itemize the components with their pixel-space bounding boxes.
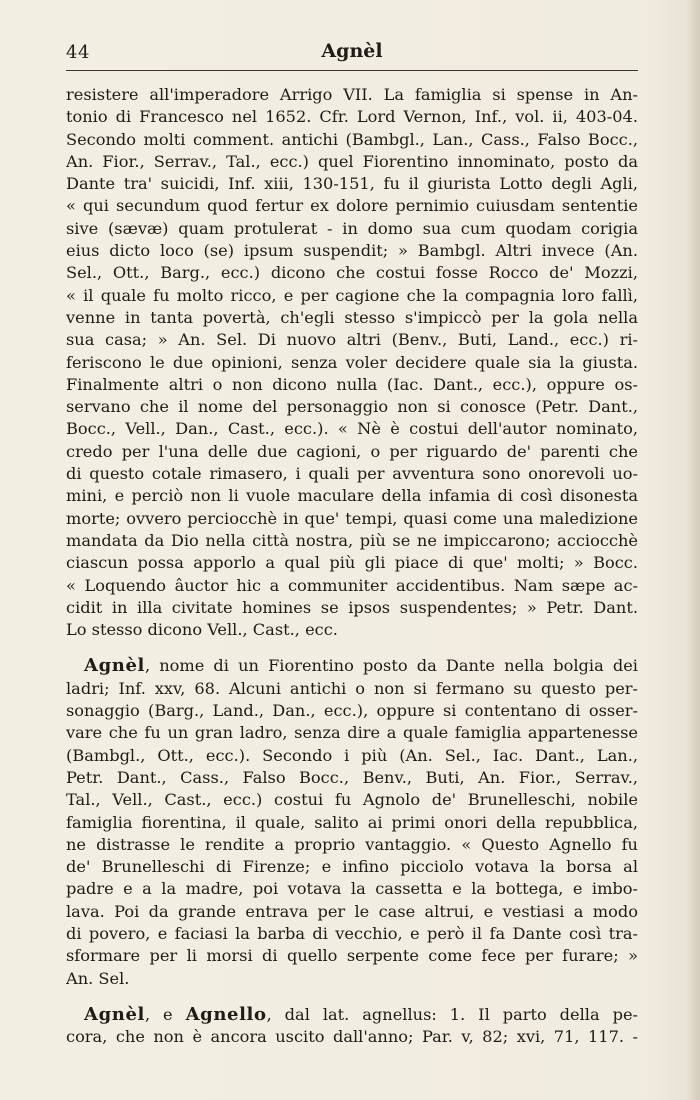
- entry-first-line: Agnèl, e Agnello, dal lat. agnellus: 1. Il parto della pe-: [84, 1003, 638, 1025]
- entry-headword: Agnèl: [84, 655, 145, 677]
- entry-headword-variant: Agnello: [185, 1003, 267, 1025]
- running-head: Agnèl: [321, 40, 383, 62]
- text-line: sive (sævæ) quam protulerat - in domo sua cum quodam corigia: [66, 218, 638, 238]
- text-line: « il quale fu molto ricco, e per cagione che la compagnia loro fallì,: [66, 285, 638, 305]
- text-line: ne distrasse le rendite a proprio vantaggio. « Questo Agnello fu: [66, 834, 638, 854]
- text-line: An. Sel.: [66, 968, 130, 988]
- text-line: sformare per li morsi di quello serpente come fece per furare; »: [66, 946, 638, 966]
- text-line: Secondo molti comment. antichi (Bambgl., Lan., Cass., Falso Bocc.,: [66, 129, 638, 149]
- text-line: Finalmente altri o non dicono nulla (Iac. Dant., ecc.), oppure os-: [66, 374, 638, 394]
- text-line: padre e a la madre, poi votava la cassetta e la bottega, e imbo-: [66, 879, 638, 899]
- text-line: vare che fu un gran ladro, senza dire a quale famiglia appartenesse: [66, 723, 638, 743]
- text-line: Lo stesso dicono Vell., Cast., ecc.: [66, 620, 338, 640]
- text-line: Dante tra' suicidi, Inf. xiii, 130-151, fu il giurista Lotto degli Agli,: [66, 174, 638, 194]
- text-line: morte; ovvero perciocchè in que' tempi, quasi come una maledizione: [66, 508, 638, 528]
- text-line: mandata da Dio nella città nostra, più se ne impiccarono; acciocchè: [66, 530, 638, 550]
- text-line: feriscono le due opinioni, senza voler decidere quale sia la giusta.: [66, 352, 638, 372]
- paragraph-gap: [66, 641, 638, 655]
- text-line: An. Fior., Serrav., Tal., ecc.) quel Fiorentino innominato, posto da: [66, 151, 638, 171]
- text-line: cora, che non è ancora uscito dall'anno; Par. v, 82; xvi, 71, 117. -: [66, 1027, 638, 1047]
- header-rule: [66, 70, 638, 71]
- text-line: cidit in illa civitate homines se ipsos suspendentes; » Petr. Dant.: [66, 597, 638, 617]
- text-line: lava. Poi da grande entrava per le case altrui, e vestiasi a modo: [66, 901, 638, 921]
- entry-headword: Agnèl: [84, 1003, 145, 1025]
- page-edge-shadow: [686, 0, 700, 1100]
- text-line: servano che il nome del personaggio non si conosce (Petr. Dant.,: [66, 397, 638, 417]
- text-line: de' Brunelleschi di Firenze; e infino picciolo votava la borsa al: [66, 857, 638, 877]
- text-line: di povero, e faciasi la barba di vecchio, e però il fa Dante così tra-: [66, 923, 638, 943]
- text-line: « qui secundum quod fertur ex dolore pernimio cuiusdam sententie: [66, 196, 638, 216]
- text-line: Petr. Dant., Cass., Falso Bocc., Benv., Buti, An. Fior., Serrav.,: [66, 767, 638, 787]
- entry-first-line: Agnèl, nome di un Fiorentino posto da Dante nella bolgia dei: [84, 655, 638, 677]
- entry-agnel-agnello: [66, 1004, 638, 1049]
- body-text: [66, 84, 638, 1048]
- page-number: 44: [66, 42, 90, 63]
- text-line: credo per l'una delle due cagioni, o per riguardo de' parenti che: [66, 441, 638, 461]
- text-line: mini, e perciò non li vuole maculare della infamia di così disonesta: [66, 486, 638, 506]
- text-line: (Bambgl., Ott., ecc.). Secondo i più (An. Sel., Iac. Dant., Lan.,: [66, 745, 638, 765]
- text-line: tonio di Francesco nel 1652. Cfr. Lord Vernon, Inf., vol. ii, 403-04.: [66, 107, 638, 127]
- text-line: sonaggio (Barg., Land., Dan., ecc.), oppure si contentano di osser-: [66, 701, 638, 721]
- entry-agnel-brunelleschi: [66, 655, 638, 989]
- text-line: venne in tanta povertà, ch'egli stesso s'impiccò per la gola nella: [66, 307, 638, 327]
- page-header: [66, 38, 638, 72]
- paragraph-lotto-degli-agli: [66, 84, 638, 641]
- text-line: « Loquendo âuctor hic a communiter accidentibus. Nam sæpe ac-: [66, 575, 638, 595]
- text-line: Tal., Vell., Cast., ecc.) costui fu Agnolo de' Brunelleschi, nobile: [66, 790, 638, 810]
- text-line: di questo cotale rimasero, i quali per avventura sono onorevoli uo-: [66, 464, 638, 484]
- text-line: Bocc., Vell., Dan., Cast., ecc.). « Nè è costui dell'autor nominato,: [66, 419, 638, 439]
- text-line: famiglia fiorentina, il quale, salito ai primi onori della repubblica,: [66, 812, 638, 832]
- text-line: eius dicto loco (se) ipsum suspendit; » Bambgl. Altri invece (An.: [66, 241, 638, 261]
- text-line: resistere all'imperadore Arrigo VII. La famiglia si spense in An-: [66, 85, 638, 104]
- text-line: ladri; Inf. xxv, 68. Alcuni antichi o non si fermano su questo per-: [66, 678, 638, 698]
- text-line: ciascun possa apporlo a qual più gli piace di que' molti; » Bocc.: [66, 553, 638, 573]
- paragraph-gap: [66, 990, 638, 1004]
- text-line: sua casa; » An. Sel. Di nuovo altri (Benv., Buti, Land., ecc.) ri-: [66, 330, 638, 350]
- text-line: Sel., Ott., Barg., ecc.) dicono che costui fosse Rocco de' Mozzi,: [66, 263, 638, 283]
